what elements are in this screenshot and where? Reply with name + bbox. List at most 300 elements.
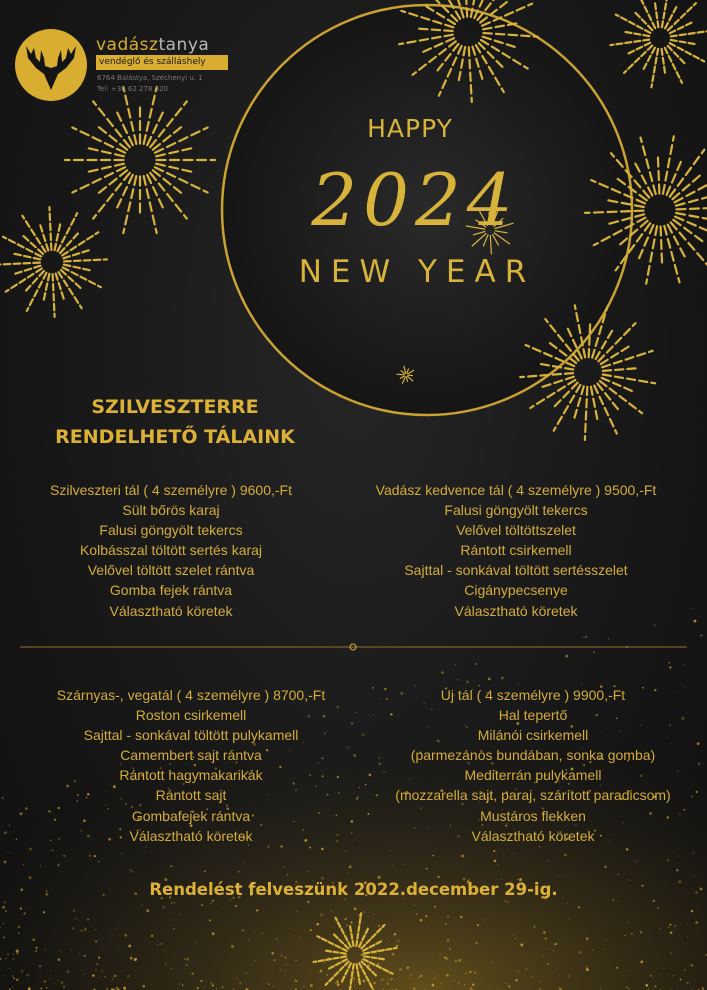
gold-particle <box>284 956 286 958</box>
brand-name: vadásztanya <box>96 35 210 55</box>
gold-particle <box>346 872 347 873</box>
gold-particle <box>670 952 672 954</box>
gold-particle <box>248 940 249 941</box>
gold-particle <box>669 666 671 668</box>
menu-item: Roston csirkemell <box>135 707 247 724</box>
gold-particle <box>376 930 379 933</box>
gold-particle <box>285 964 287 966</box>
gold-particle <box>600 988 601 989</box>
gold-particle <box>676 869 679 872</box>
gold-particle <box>276 938 278 940</box>
gold-particle <box>520 943 523 946</box>
gold-particle <box>378 876 381 879</box>
gold-particle <box>309 846 311 848</box>
menu-item: Választható köretek <box>471 827 595 844</box>
gold-particle <box>634 860 636 862</box>
gold-particle <box>352 847 353 848</box>
gold-particle <box>663 968 664 969</box>
gold-particle <box>394 933 396 935</box>
gold-particle <box>548 861 549 862</box>
gold-particle <box>209 919 211 921</box>
gold-particle <box>40 865 41 866</box>
gold-particle <box>175 912 176 913</box>
gold-particle <box>702 987 705 990</box>
gold-particle <box>655 985 656 986</box>
gold-particle <box>693 852 695 854</box>
gold-particle <box>514 854 515 855</box>
gold-particle <box>321 848 324 851</box>
gold-particle <box>295 960 297 962</box>
gold-particle <box>654 986 656 988</box>
menu-item: Rántott csirkemell <box>460 542 572 559</box>
gold-particle <box>16 979 18 981</box>
gold-particle <box>368 962 369 963</box>
gold-particle <box>494 860 497 863</box>
gold-particle <box>254 932 255 933</box>
gold-particle <box>307 871 308 872</box>
brand-phone: Tel: +36 62 278 520 <box>97 85 168 93</box>
menu-item: Sajttal - sonkával töltött sertésszelet <box>404 562 628 579</box>
gold-particle <box>145 846 147 848</box>
gold-particle <box>561 987 562 988</box>
gold-particle <box>518 683 519 684</box>
gold-particle <box>13 978 15 980</box>
gold-particle <box>84 928 87 931</box>
gold-particle <box>320 970 323 973</box>
gold-particle <box>464 984 466 986</box>
gold-particle <box>438 975 439 976</box>
gold-particle <box>363 911 365 913</box>
gold-particle <box>7 953 9 955</box>
gold-particle <box>654 624 656 626</box>
gold-particle <box>123 987 126 990</box>
menu-block-uj <box>358 685 707 846</box>
gold-particle <box>413 988 415 990</box>
gold-particle <box>687 937 688 938</box>
gold-particle <box>409 977 411 979</box>
gold-particle <box>338 918 339 919</box>
gold-particle <box>296 910 298 912</box>
gold-particle <box>299 937 300 938</box>
menu-item: Mustáros flekken <box>480 807 586 824</box>
gold-particle <box>72 927 74 929</box>
gold-particle <box>404 864 405 865</box>
heading-line-2: RENDELHETŐ TÁLAINK <box>55 426 295 448</box>
gold-particle <box>354 981 355 982</box>
brand-tagline: vendéglő és szálláshely <box>96 55 228 70</box>
gold-particle <box>386 937 387 938</box>
gold-particle <box>261 932 263 934</box>
gold-particle <box>505 901 506 902</box>
gold-particle <box>569 918 570 919</box>
gold-particle <box>283 866 285 868</box>
gold-particle <box>399 968 402 971</box>
gold-particle <box>410 974 412 976</box>
gold-particle <box>668 927 669 928</box>
gold-particle <box>3 936 5 938</box>
gold-particle <box>461 854 464 857</box>
gold-particle <box>498 865 499 866</box>
gold-particle <box>503 899 504 900</box>
gold-particle <box>626 848 629 851</box>
gold-particle <box>73 909 76 912</box>
gold-particle <box>40 973 41 974</box>
gold-particle <box>512 934 513 935</box>
gold-particle <box>507 902 508 903</box>
gold-particle <box>434 978 435 979</box>
gold-particle <box>420 919 423 922</box>
gold-particle <box>680 979 682 981</box>
gold-particle <box>539 981 540 982</box>
gold-particle <box>303 986 304 987</box>
gold-particle <box>2 906 5 909</box>
gold-particle <box>360 959 361 960</box>
gold-particle <box>378 925 380 927</box>
menu-item: Rántott hagymakarikák <box>119 767 263 784</box>
gold-particle <box>686 981 689 984</box>
gold-particle <box>458 982 460 984</box>
gold-particle <box>4 860 7 863</box>
gold-particle <box>616 967 618 969</box>
menu-item: Választható köretek <box>129 827 253 844</box>
gold-particle <box>133 871 134 872</box>
gold-particle <box>245 972 247 974</box>
gold-particle <box>280 969 282 971</box>
gold-particle <box>390 850 392 852</box>
gold-particle <box>101 970 103 972</box>
gold-particle <box>5 958 6 959</box>
gold-particle <box>455 960 457 962</box>
gold-particle <box>196 987 198 989</box>
gold-particle <box>669 662 670 663</box>
gold-particle <box>670 931 673 934</box>
gold-particle <box>569 975 571 977</box>
gold-particle <box>434 906 436 908</box>
gold-particle <box>194 942 196 944</box>
gold-particle <box>256 909 258 911</box>
gold-particle <box>204 870 206 872</box>
gold-particle <box>346 924 348 926</box>
gold-particle <box>687 924 688 925</box>
menu-item: Falusi göngyölt tekercs <box>444 502 588 519</box>
gold-particle <box>543 931 545 933</box>
gold-particle <box>694 620 697 623</box>
gold-particle <box>7 852 8 853</box>
gold-particle <box>33 939 35 941</box>
gold-particle <box>377 949 379 951</box>
menu-item: Cigánypecsenye <box>464 582 568 599</box>
gold-particle <box>503 853 504 854</box>
gold-particle <box>231 900 232 901</box>
gold-particle <box>13 954 14 955</box>
gold-particle <box>393 865 394 866</box>
gold-particle <box>310 984 313 987</box>
menu-item: Sült bőrös karaj <box>122 502 220 519</box>
gold-particle <box>165 963 167 965</box>
gold-particle <box>336 980 338 982</box>
gold-particle <box>5 910 7 912</box>
gold-particle <box>667 860 669 862</box>
order-deadline: Rendelést felveszünk 2022.december 29-ig. <box>149 880 558 899</box>
gold-particle <box>5 975 6 976</box>
gold-particle <box>678 856 679 857</box>
gold-particle <box>271 952 274 955</box>
gold-particle <box>407 967 409 969</box>
gold-particle <box>35 950 37 952</box>
deer-head-icon <box>14 28 88 102</box>
gold-particle <box>96 963 98 965</box>
gold-particle <box>469 971 472 974</box>
gold-particle <box>470 987 472 989</box>
gold-particle <box>146 909 149 912</box>
firework-burst <box>0 207 107 317</box>
gold-particle <box>437 875 440 878</box>
gold-particle <box>446 957 449 960</box>
gold-particle <box>659 928 661 930</box>
gold-particle <box>229 911 230 912</box>
gold-particle <box>564 853 567 856</box>
gold-particle <box>121 853 122 854</box>
gold-particle <box>432 855 434 857</box>
gold-particle <box>603 949 604 950</box>
gold-particle <box>117 929 118 930</box>
gold-particle <box>373 982 375 984</box>
gold-particle <box>531 976 532 977</box>
gold-particle <box>518 971 519 972</box>
gold-particle <box>307 901 310 904</box>
gold-particle <box>285 970 286 971</box>
menu-block-vadasz <box>341 480 691 621</box>
menu-item: Hal tepertő <box>498 707 568 724</box>
gold-particle <box>351 922 353 924</box>
gold-particle <box>274 959 275 960</box>
gold-particle <box>29 848 32 851</box>
gold-particle <box>381 979 383 981</box>
gold-particle <box>131 955 132 956</box>
gold-particle <box>12 987 13 988</box>
menu-title: Szárnyas-, vegatál ( 4 személyre ) 8700,-Ft <box>56 687 326 703</box>
gold-particle <box>135 958 137 960</box>
gold-particle <box>347 962 348 963</box>
gold-particle <box>60 950 61 951</box>
gold-particle <box>57 864 59 866</box>
gold-particle <box>585 636 587 638</box>
gold-particle <box>98 956 100 958</box>
gold-particle <box>4 831 7 834</box>
gold-particle <box>547 963 549 965</box>
gold-particle <box>457 679 459 681</box>
menu-item: (mozzarella sajt, paraj, szárított paradicsom) <box>395 787 671 804</box>
gold-particle <box>29 876 32 879</box>
gold-particle <box>145 852 146 853</box>
gold-particle <box>327 957 330 960</box>
gold-particle <box>36 947 38 949</box>
gold-particle <box>345 850 346 851</box>
gold-particle <box>554 943 556 945</box>
gold-particle <box>58 958 61 961</box>
gold-particle <box>438 982 439 983</box>
gold-particle <box>21 970 24 973</box>
brand-address: 6764 Balástya, Széchenyi u. 1 <box>97 74 203 82</box>
gold-particle <box>545 938 547 940</box>
gold-particle <box>53 983 54 984</box>
gold-particle <box>684 969 686 971</box>
menu-item: Választható köretek <box>109 602 233 619</box>
gold-particle <box>425 915 427 917</box>
gold-particle <box>586 968 589 971</box>
gold-particle <box>23 864 24 865</box>
gold-particle <box>63 855 65 857</box>
gold-particle <box>441 671 444 674</box>
gold-particle <box>358 914 360 916</box>
gold-particle <box>169 920 170 921</box>
gold-particle <box>605 939 606 940</box>
gold-particle <box>157 944 158 945</box>
gold-particle <box>373 913 374 914</box>
gold-particle <box>416 913 417 914</box>
gold-particle <box>94 855 96 857</box>
gold-particle <box>483 919 484 920</box>
gold-particle <box>46 987 48 989</box>
menu-item: Gombafejek rántva <box>131 807 251 824</box>
gold-particle <box>49 978 50 979</box>
gold-particle <box>693 876 694 877</box>
gold-particle <box>244 862 245 863</box>
gold-particle <box>420 975 422 977</box>
gold-particle <box>567 903 568 904</box>
gold-particle <box>565 655 568 658</box>
gold-particle <box>425 867 427 869</box>
gold-particle <box>162 906 165 909</box>
gold-particle <box>652 899 655 902</box>
gold-particle <box>627 921 628 922</box>
gold-particle <box>705 954 707 956</box>
gold-particle <box>127 975 130 978</box>
gold-particle <box>112 978 114 980</box>
gold-particle <box>455 664 456 665</box>
gold-particle <box>114 974 117 977</box>
menu-block-szarnyas <box>16 685 366 846</box>
gold-particle <box>345 948 346 949</box>
gold-particle <box>543 956 544 957</box>
gold-particle <box>104 976 105 977</box>
gold-particle <box>26 974 29 977</box>
menu-item: Velővel töltött szelet rántva <box>87 562 255 579</box>
gold-particle <box>625 986 627 988</box>
gold-particle <box>657 907 659 909</box>
gold-particle <box>612 899 614 901</box>
gold-particle <box>274 873 275 874</box>
gold-particle <box>16 950 19 953</box>
menu-item: (parmezános bundában, sonka gomba) <box>410 747 656 764</box>
gold-particle <box>185 964 187 966</box>
gold-particle <box>691 910 693 912</box>
menu-item: Sajttal - sonkával töltött pulykamell <box>83 727 299 744</box>
gold-particle <box>16 952 18 954</box>
gold-particle <box>449 948 451 950</box>
gold-particle <box>465 972 467 974</box>
gold-particle <box>2 797 4 799</box>
gold-particle <box>501 677 504 680</box>
gold-particle <box>373 953 375 955</box>
gold-particle <box>287 874 289 876</box>
gold-particle <box>95 969 97 971</box>
gold-particle <box>84 955 86 957</box>
gold-particle <box>220 988 221 989</box>
gold-particle <box>231 945 234 948</box>
gold-particle <box>210 982 212 984</box>
gold-particle <box>624 934 626 936</box>
gold-particle <box>475 663 477 665</box>
gold-particle <box>618 900 619 901</box>
gold-particle <box>95 929 96 930</box>
new-year-text: NEW YEAR <box>298 254 536 290</box>
gold-particle <box>200 980 202 982</box>
gold-particle <box>201 904 203 906</box>
gold-particle <box>477 924 479 926</box>
gold-particle <box>173 928 174 929</box>
gold-particle <box>92 974 95 977</box>
menu-item: Kolbásszal töltött sertés karaj <box>79 542 263 559</box>
gold-particle <box>447 939 450 942</box>
gold-particle <box>549 948 550 949</box>
gold-particle <box>640 960 643 963</box>
gold-particle <box>116 987 118 989</box>
gold-particle <box>453 980 454 981</box>
gold-particle <box>67 971 70 974</box>
gold-particle <box>24 912 26 914</box>
menu-item: Gomba fejek rántva <box>109 582 233 599</box>
gold-particle <box>98 861 99 862</box>
gold-particle <box>505 983 506 984</box>
gold-particle <box>432 984 435 987</box>
gold-particle <box>387 979 388 980</box>
gold-particle <box>179 914 180 915</box>
gold-particle <box>392 953 395 956</box>
gold-particle <box>466 681 469 684</box>
gold-particle <box>171 902 173 904</box>
gold-particle <box>354 908 357 911</box>
gold-particle <box>460 916 462 918</box>
gold-particle <box>79 952 80 953</box>
gold-particle <box>689 965 690 966</box>
gold-particle <box>141 904 143 906</box>
gold-particle <box>533 926 535 928</box>
gold-particle <box>295 979 296 980</box>
gold-particle <box>515 938 517 940</box>
menu-item: Rántott sajt <box>155 787 227 804</box>
menu-item: Milánói csirkemell <box>477 727 589 744</box>
menu-item: Mediterrán pulykamell <box>464 767 602 784</box>
gold-particle <box>43 911 45 913</box>
gold-particle <box>71 950 72 951</box>
gold-particle <box>289 928 290 929</box>
gold-particle <box>525 968 527 970</box>
gold-particle <box>18 932 19 933</box>
gold-particle <box>236 977 237 978</box>
gold-particle <box>387 982 389 984</box>
gold-particle <box>539 846 540 847</box>
menu-block-szilveszteri <box>0 480 346 621</box>
gold-particle <box>268 983 270 985</box>
gold-particle <box>75 918 77 920</box>
gold-particle <box>45 949 46 950</box>
gold-particle <box>553 950 554 951</box>
gold-particle <box>222 986 224 988</box>
gold-particle <box>578 906 580 908</box>
gold-particle <box>26 907 27 908</box>
gold-particle <box>617 873 619 875</box>
